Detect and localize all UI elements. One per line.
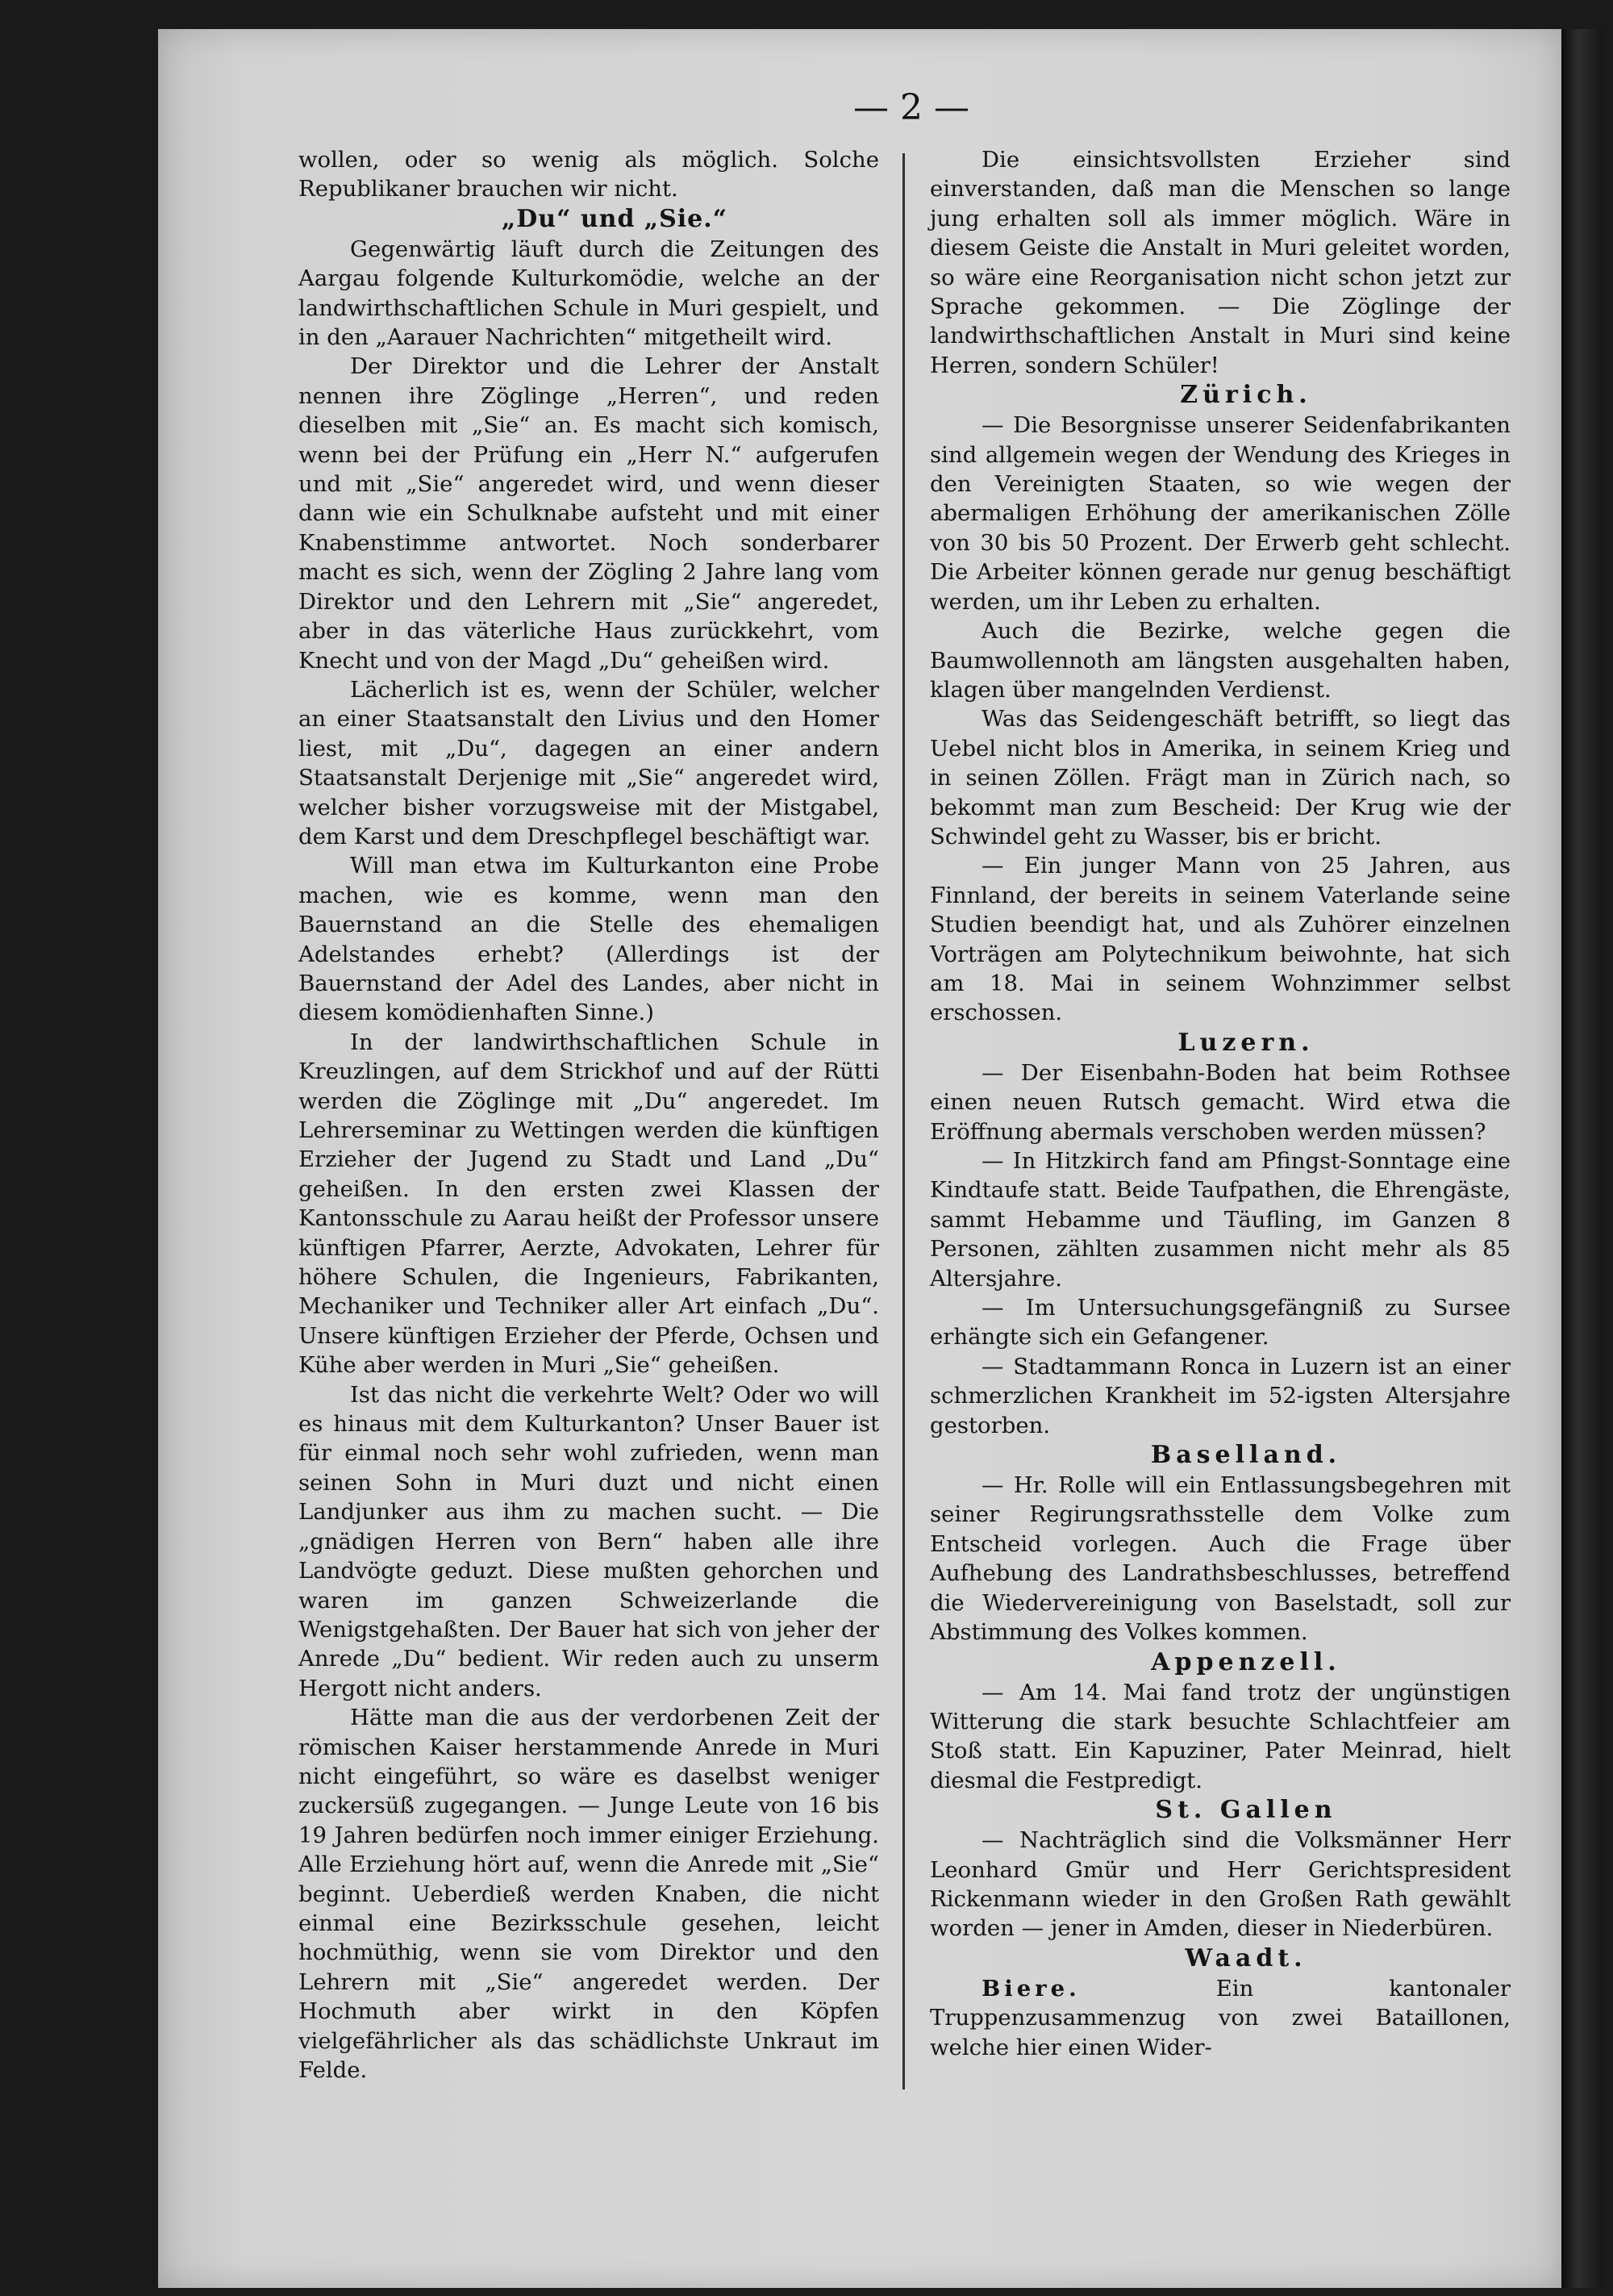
news-item: — Die Besorgnisse unserer Seidenfabrikanten sind allgemein wegen der Wendung des Krieges in den Vereinigten Staaten, so wie wegen der abermaligen Erhöhung der amerikanischen Zölle von 30 bis 50 Prozent. Der Erwerb geht schlecht. Die Arbeiter können gerade nur genug beschäftigt werden, um ihr Leben zu erhalten.: [930, 412, 1511, 615]
column-divider: [902, 153, 905, 2089]
section-heading-waadt: Waadt.: [1185, 1943, 1307, 1972]
news-item: [930, 1974, 1511, 2062]
article-paragraph: Die einsichtsvollsten Erzieher sind einverstanden, daß man die Menschen so lange jung erhalten soll als immer möglich. Wäre in diesem Geiste die Anstalt in Muri geleitet worden, so wäre eine Reorganisation nicht schon jetzt zur Sprache gekommen. — Die Zöglinge der landwirthschaftlichen Anstalt in Muri sind keine Herren, sondern Schüler!: [930, 147, 1511, 378]
section-heading-zuerich: Zürich.: [1180, 381, 1312, 410]
left-column: [298, 145, 879, 2085]
article-paragraph: Gegenwärtig läuft durch die Zeitungen des Aargau folgende Kulturkomödie, welche an der landwirthschaftlichen Schule in Muri gespielt, und in den „Aarauer Nachrichten“ mitgetheilt wird.: [298, 236, 879, 351]
article-paragraph: Hätte man die aus der verdorbenen Zeit der römischen Kaiser herstammende Anrede in Muri nicht eingeführt, so wäre es daselbst weniger zuckersüß zugegangen. — Junge Leute von 16 bis 19 Jahren bedürfen noch immer einiger Erziehung. Alle Erziehung hört auf, wenn die Anrede mit „Sie“ beginnt. Ueberdieß werden Knaben, die nicht einmal eine Bezirksschule gesehen, leicht hochmüthig, wenn sie vom Direktor und den Lehrern mit „Sie“ angeredet werden. Der Hochmuth aber wirkt in den Köpfen vielgefährlicher als das schädlichste Unkraut im Felde.: [298, 1705, 879, 2083]
section-heading-baselland: Baselland.: [1150, 1441, 1342, 1470]
section-heading-luzern: Luzern.: [1177, 1028, 1315, 1057]
article-paragraph: Ist das nicht die verkehrte Welt? Oder wo will es hinaus mit dem Kulturkanton? Unser Bauer ist für einmal noch sehr wohl zufrieden, wenn man seinen Sohn in Muri duzt und nicht einen Landjunker aus ihm zu machen sucht. — Die „gnädigen Herren von Bern“ haben alle ihre Landvögte geduzt. Diese mußten gehorchen und waren im ganzen Schweizerlande die Wenigstgehaßten. Der Bauer hat sich von jeher der Anrede „Du“ bedient. Wir reden auch zu unserm Hergott nicht anders.: [298, 1381, 879, 1701]
article-paragraph: Will man etwa im Kulturkanton eine Probe machen, wie es komme, wenn man den Bauernstand an die Stelle des ehemaligen Adelstandes erhebt? (Allerdings ist der Bauernstand der Adel des Landes, aber nicht in diesem komödienhaften Sinne.): [298, 853, 879, 1026]
news-item: — Hr. Rolle will ein Entlassungsbegehren mit seiner Regirungsrathsstelle dem Volke zum Entscheid vorlegen. Auch die Frage über Aufhebung des Landrathsbeschlusses, betreffend die Wiedervereinigung von Baselstadt, soll zur Abstimmung des Volkes kommen.: [930, 1472, 1511, 1646]
page-number: — 2 —: [853, 87, 969, 128]
news-item: Was das Seidengeschäft betrifft, so liegt das Uebel nicht blos in Amerika, in seinem Krieg und in seinen Zöllen. Frägt man in Zürich nach, so bekommt man zum Bescheid: Der Krug wie der Schwindel geht zu Wasser, bis er bricht.: [930, 706, 1511, 850]
scan-edge: [1561, 29, 1603, 2288]
news-item: — Ein junger Mann von 25 Jahren, aus Finnland, der bereits in seinem Vaterlande seine Studien beendigt hat, und als Zuhörer einzelnen Vorträgen am Polytechnikum beiwohnte, hat sich am 18. Mai in seinem Wohnzimmer selbst erschossen.: [930, 853, 1511, 1026]
news-item: — Nachträglich sind die Volksmänner Herr Leonhard Gmür und Herr Gerichtspresident Rickenmann wieder in den Großen Rath gewählt worden — jener in Amden, dieser in Niederbüren.: [930, 1827, 1511, 1942]
section-heading-st-gallen: St. Gallen: [1155, 1796, 1337, 1825]
place-name: Biere.: [982, 1975, 1081, 2002]
article-paragraph: In der landwirthschaftlichen Schule in Kreuzlingen, auf dem Strickhof und auf der Rütti werden die Zöglinge mit „Du“ angeredet. Im Lehrerseminar zu Wettingen werden die künftigen Erzieher der Jugend zu Stadt und Land „Du“ geheißen. In den ersten zwei Klassen der Kantonsschule zu Aarau heißt der Professor unsere künftigen Pfarrer, Aerzte, Advokaten, Lehrer für höhere Schulen, die Ingenieurs, Fabrikanten, Mechaniker und Techniker aller Art einfach „Du“. Unsere künftigen Erzieher der Pferde, Ochsen und Kühe aber werden in Muri „Sie“ geheißen.: [298, 1029, 879, 1379]
news-item: — Im Untersuchungsgefängniß zu Sursee erhängte sich ein Gefangener.: [930, 1295, 1511, 1350]
article-paragraph: Der Direktor und die Lehrer der Anstalt nennen ihre Zöglinge „Herren“, und reden dieselben mit „Sie“ an. Es macht sich komisch, wenn bei der Prüfung ein „Herr N.“ aufgerufen und mit „Sie“ angeredet wird, und wenn dieser dann wie ein Schulknabe aufsteht und mit einer Knabenstimme antwortet. Noch sonderbarer macht es sich, wenn der Zögling 2 Jahre lang vom Direktor und den Lehrern mit „Sie“ angeredet, aber in das väterliche Haus zurückkehrt, vom Knecht und von der Magd „Du“ geheißen wird.: [298, 353, 879, 674]
news-item: — Stadtammann Ronca in Luzern ist an einer schmerzlichen Krankheit im 52-igsten Altersjahre gestorben.: [930, 1353, 1511, 1438]
section-heading-appenzell: Appenzell.: [1151, 1647, 1341, 1676]
news-item: — Am 14. Mai fand trotz der ungünstigen Witterung die stark besuchte Schlachtfeier am Stoß statt. Ein Kapuziner, Pater Meinrad, hielt diesmal die Festpredigt.: [930, 1679, 1511, 1793]
news-item-text: Ein kantonaler Truppenzusammenzug von zwei Bataillonen, welche hier einen Wider-: [930, 1975, 1511, 2060]
news-item: — Der Eisenbahn-Boden hat beim Rothsee einen neuen Rutsch gemacht. Wird etwa die Eröffnung abermals verschoben werden müssen?: [930, 1059, 1511, 1145]
article-heading: „Du“ und „Sie.“: [502, 204, 727, 233]
news-item: — In Hitzkirch fand am Pfingst-Sonntage eine Kindtaufe statt. Beide Taufpathen, die Ehrengäste, sammt Hebamme und Täufling, im Ganzen 8 Personen, zählten zusammen nicht mehr als 85 Altersjahre.: [930, 1148, 1511, 1292]
news-item: Auch die Bezirke, welche gegen die Baumwollennoth am längsten ausgehalten haben, klagen über mangelnden Verdienst.: [930, 618, 1511, 703]
right-column: [930, 145, 1511, 2062]
article-paragraph: wollen, oder so wenig als möglich. Solche Republikaner brauchen wir nicht.: [298, 147, 879, 202]
article-paragraph: Lächerlich ist es, wenn der Schüler, welcher an einer Staatsanstalt den Livius und den Homer liest, mit „Du“, dagegen an einer andern Staatsanstalt Derjenige mit „Sie“ angeredet wird, welcher bisher vorzugsweise mit der Mistgabel, dem Karst und dem Dreschpflegel beschäftigt war.: [298, 676, 879, 850]
